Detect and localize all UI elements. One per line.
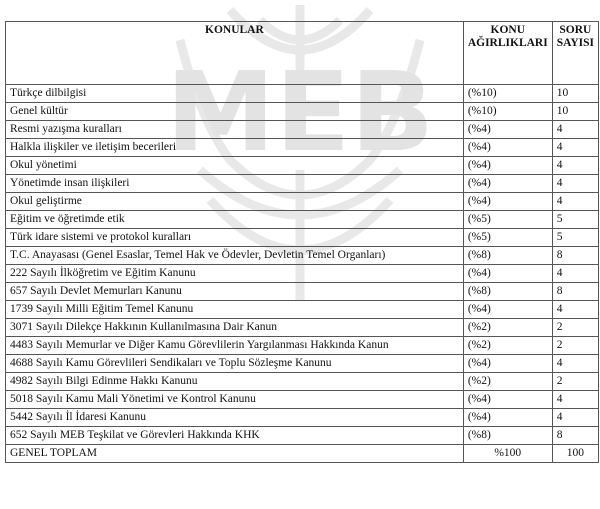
table-row bbox=[6, 301, 599, 319]
row-weight: (%5) bbox=[463, 211, 552, 229]
table-row bbox=[6, 247, 599, 265]
row-weight: (%5) bbox=[463, 229, 552, 247]
table-row bbox=[6, 319, 599, 337]
row-count: 4 bbox=[552, 409, 598, 427]
table-row bbox=[6, 85, 599, 103]
row-count: 4 bbox=[552, 139, 598, 157]
row-weight: (%2) bbox=[463, 337, 552, 355]
table-row bbox=[6, 427, 599, 445]
header-topic-weight: KONU AĞIRLIKLARI bbox=[463, 22, 552, 85]
row-count: 4 bbox=[552, 265, 598, 283]
watermark-text: MEB bbox=[165, 48, 435, 176]
row-weight: (%4) bbox=[463, 139, 552, 157]
table-row bbox=[6, 337, 599, 355]
row-topic: 657 Sayılı Devlet Memurları Kanunu bbox=[6, 283, 464, 301]
row-topic: 3071 Sayılı Dilekçe Hakkının Kullanılmasına Dair Kanun bbox=[6, 319, 464, 337]
table-row bbox=[6, 121, 599, 139]
total-weight: %100 bbox=[463, 445, 552, 463]
total-label: GENEL TOPLAM bbox=[6, 445, 464, 463]
row-weight: (%2) bbox=[463, 373, 552, 391]
row-weight: (%4) bbox=[463, 265, 552, 283]
row-count: 4 bbox=[552, 175, 598, 193]
row-count: 4 bbox=[552, 193, 598, 211]
row-count: 4 bbox=[552, 391, 598, 409]
row-weight: (%4) bbox=[463, 157, 552, 175]
table-row bbox=[6, 409, 599, 427]
row-weight: (%4) bbox=[463, 391, 552, 409]
row-topic: 1739 Sayılı Milli Eğitim Temel Kanunu bbox=[6, 301, 464, 319]
row-weight: (%4) bbox=[463, 175, 552, 193]
row-topic: Yönetimde insan ilişkileri bbox=[6, 175, 464, 193]
row-weight: (%2) bbox=[463, 319, 552, 337]
row-topic: 222 Sayılı İlköğretim ve Eğitim Kanunu bbox=[6, 265, 464, 283]
row-weight: (%4) bbox=[463, 301, 552, 319]
row-count: 10 bbox=[552, 85, 598, 103]
row-topic: 5442 Sayılı İl İdaresi Kanunu bbox=[6, 409, 464, 427]
table-row bbox=[6, 229, 599, 247]
table-row bbox=[6, 265, 599, 283]
row-weight: (%10) bbox=[463, 103, 552, 121]
row-weight: (%10) bbox=[463, 85, 552, 103]
table-row bbox=[6, 283, 599, 301]
row-count: 8 bbox=[552, 283, 598, 301]
row-count: 8 bbox=[552, 427, 598, 445]
row-count: 10 bbox=[552, 103, 598, 121]
row-topic: Halkla ilişkiler ve iletişim becerileri bbox=[6, 139, 464, 157]
row-weight: (%4) bbox=[463, 121, 552, 139]
table-row bbox=[6, 211, 599, 229]
row-weight: (%8) bbox=[463, 283, 552, 301]
topics-table bbox=[5, 21, 599, 463]
total-count: 100 bbox=[552, 445, 598, 463]
row-topic: T.C. Anayasası (Genel Esaslar, Temel Hak ve Ödevler, Devletin Temel Organları) bbox=[6, 247, 464, 265]
row-count: 2 bbox=[552, 319, 598, 337]
row-topic: Türk idare sistemi ve protokol kuralları bbox=[6, 229, 464, 247]
total-row bbox=[6, 445, 599, 463]
header-topics: KONULAR bbox=[6, 22, 464, 85]
table-row bbox=[6, 391, 599, 409]
row-weight: (%4) bbox=[463, 355, 552, 373]
row-count: 2 bbox=[552, 337, 598, 355]
row-topic: Okul yönetimi bbox=[6, 157, 464, 175]
row-weight: (%4) bbox=[463, 193, 552, 211]
table-row bbox=[6, 193, 599, 211]
row-count: 5 bbox=[552, 211, 598, 229]
row-topic: Resmi yazışma kuralları bbox=[6, 121, 464, 139]
table-row bbox=[6, 139, 599, 157]
row-topic: 4688 Sayılı Kamu Görevlileri Sendikaları ve Toplu Sözleşme Kanunu bbox=[6, 355, 464, 373]
row-count: 8 bbox=[552, 247, 598, 265]
table-row bbox=[6, 157, 599, 175]
row-topic: 4982 Sayılı Bilgi Edinme Hakkı Kanunu bbox=[6, 373, 464, 391]
row-topic: 652 Sayılı MEB Teşkilat ve Görevleri Hakkında KHK bbox=[6, 427, 464, 445]
row-weight: (%4) bbox=[463, 409, 552, 427]
row-count: 4 bbox=[552, 301, 598, 319]
table-row bbox=[6, 175, 599, 193]
table-row bbox=[6, 373, 599, 391]
row-topic: Okul geliştirme bbox=[6, 193, 464, 211]
row-count: 4 bbox=[552, 157, 598, 175]
row-weight: (%8) bbox=[463, 427, 552, 445]
row-count: 2 bbox=[552, 373, 598, 391]
table-row bbox=[6, 355, 599, 373]
row-topic: 5018 Sayılı Kamu Mali Yönetimi ve Kontrol Kanunu bbox=[6, 391, 464, 409]
row-topic: Türkçe dilbilgisi bbox=[6, 85, 464, 103]
row-topic: 4483 Sayılı Memurlar ve Diğer Kamu Görevlilerin Yargılanması Hakkında Kanun bbox=[6, 337, 464, 355]
table-row bbox=[6, 103, 599, 121]
row-topic: Genel kültür bbox=[6, 103, 464, 121]
row-count: 5 bbox=[552, 229, 598, 247]
header-question-count: SORU SAYISI bbox=[552, 22, 598, 85]
row-count: 4 bbox=[552, 121, 598, 139]
table-header-row bbox=[6, 22, 599, 85]
row-weight: (%8) bbox=[463, 247, 552, 265]
row-topic: Eğitim ve öğretimde etik bbox=[6, 211, 464, 229]
row-count: 4 bbox=[552, 355, 598, 373]
